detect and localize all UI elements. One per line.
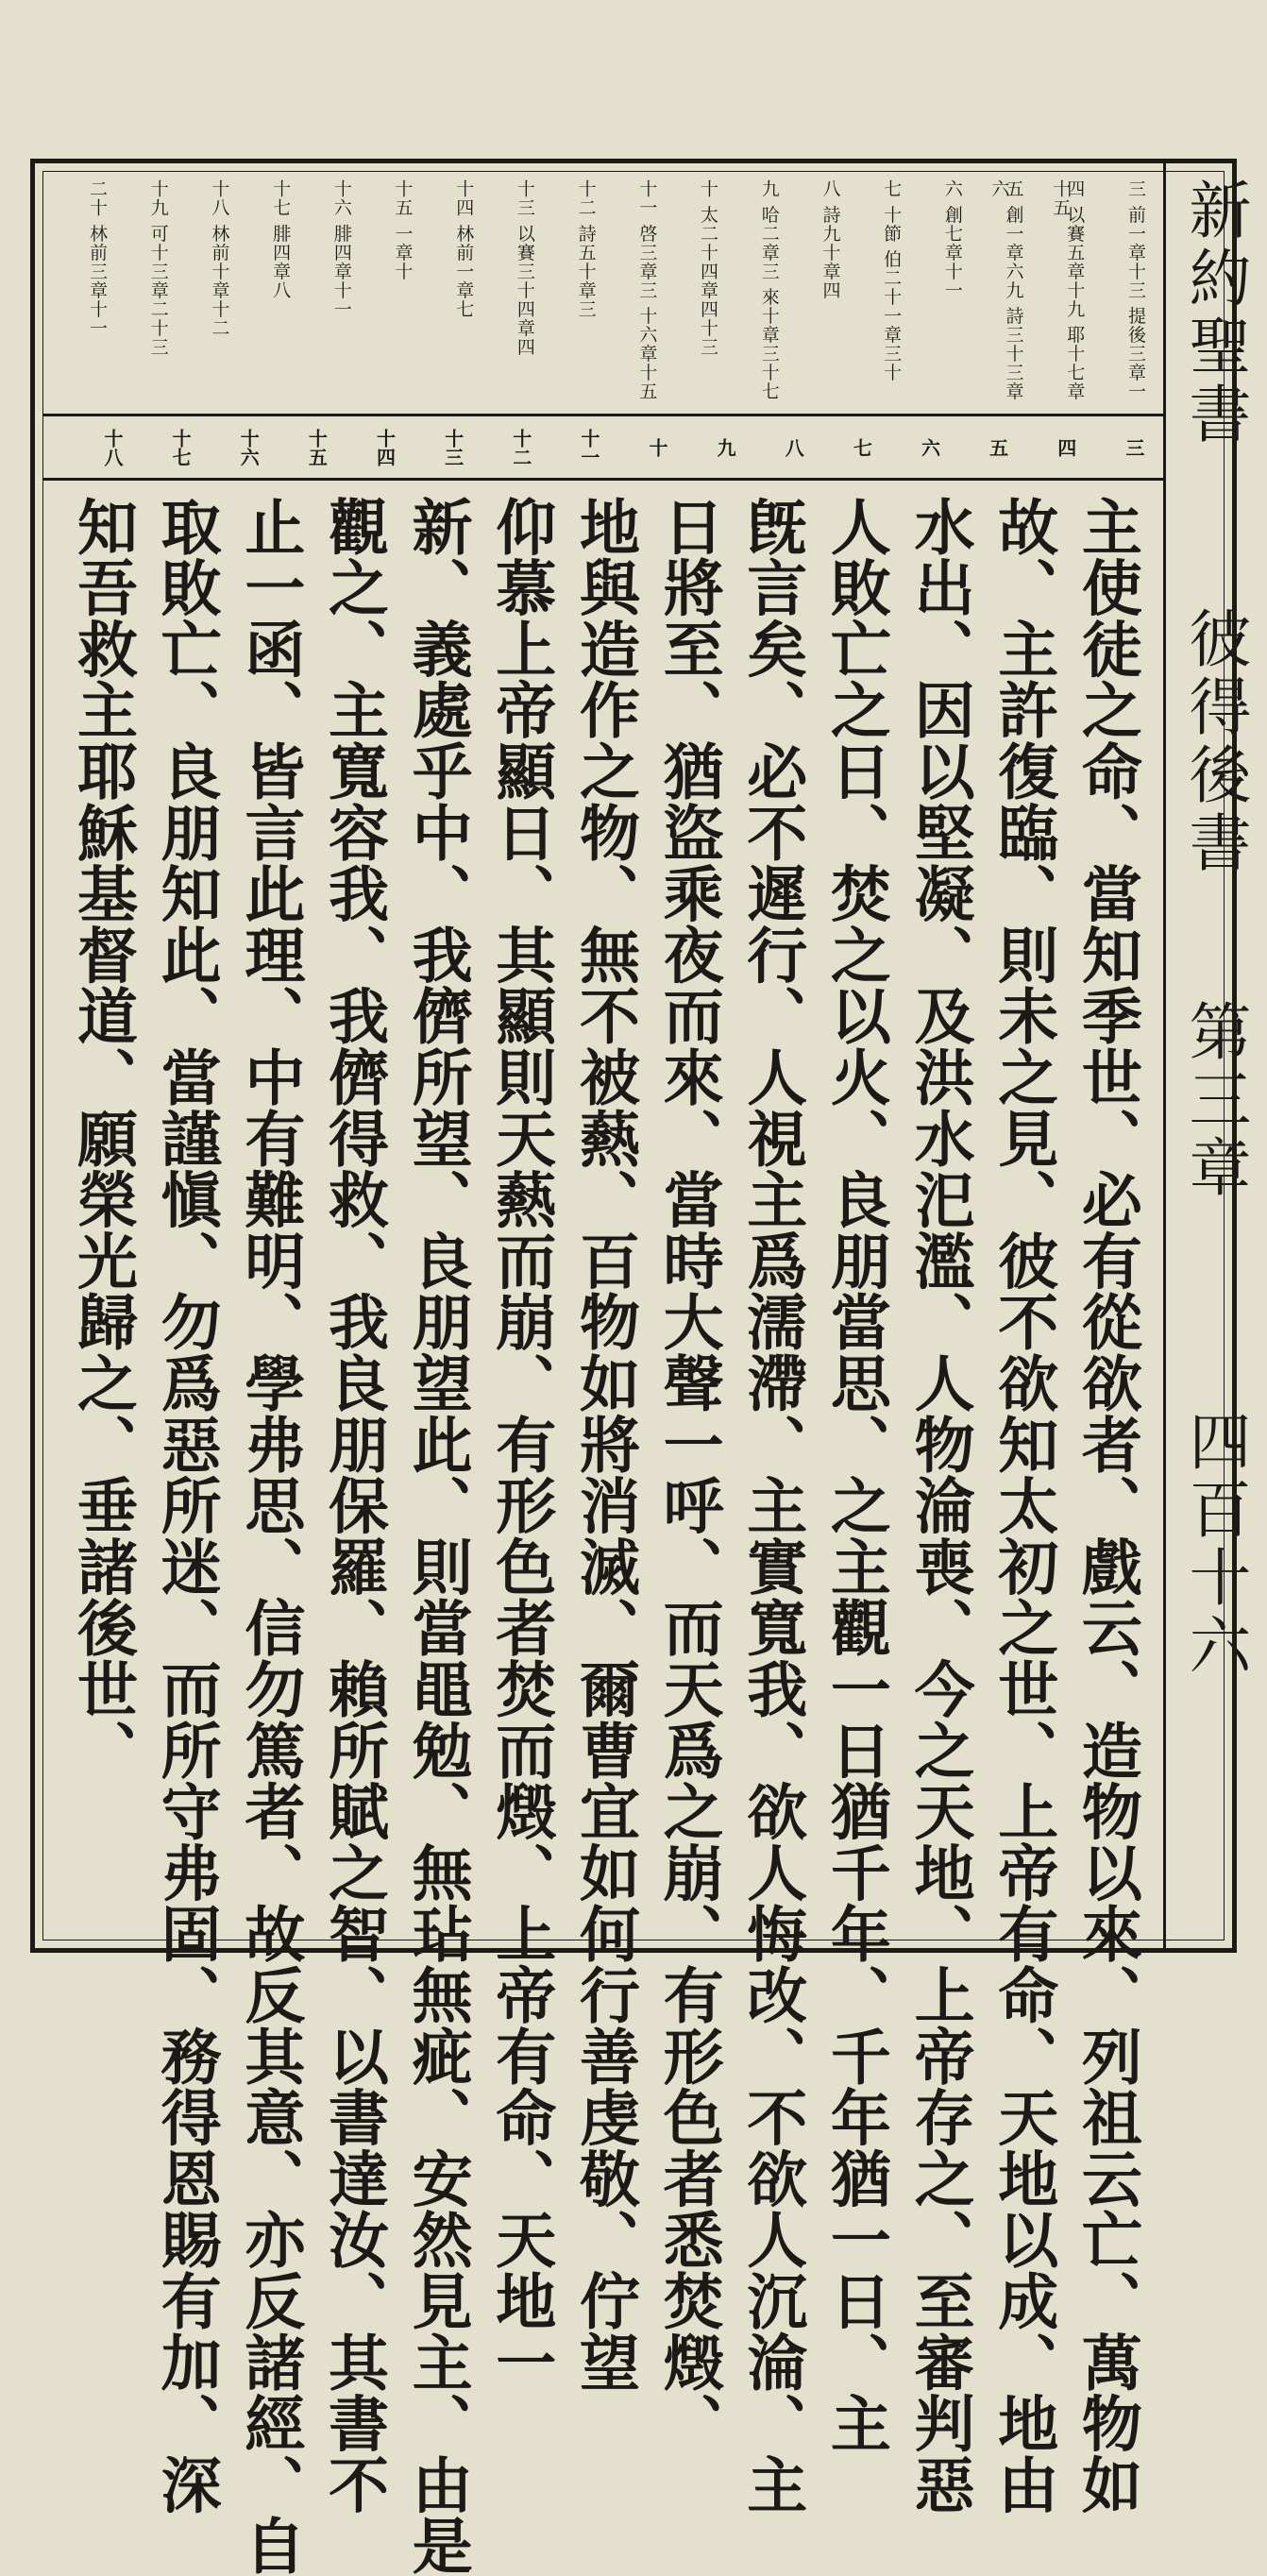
verse-number: 十四 — [373, 429, 397, 466]
main-text — [66, 496, 1142, 2576]
verse-number-band — [76, 422, 1145, 479]
verse-number: 十 — [646, 438, 668, 457]
chapter-label: 第三章 — [1178, 999, 1251, 1203]
verse-number: 八 — [782, 438, 805, 457]
verse-numbers-divider — [43, 478, 1163, 481]
page-number: 四百十六 — [1178, 1409, 1251, 1681]
text-line: 新、義處乎中、我儕所望、良朋望此、則當黽勉、無玷無疵、安然見主、由是 — [401, 496, 473, 2576]
verse-number: 十八 — [101, 429, 124, 466]
verse-number: 十七 — [169, 429, 193, 466]
reference-entry: 十二 詩五十章三 — [575, 179, 597, 319]
reference-entry: 七 十節 伯二十一章三十 — [881, 179, 903, 382]
text-line: 故、主許復臨、則未之見、彼不欲知太初之世、上帝有命、天地以成、地由 — [988, 496, 1059, 2516]
reference-entry: 八 詩九十章四 — [819, 179, 841, 300]
reference-entry: 四 以賽五章十九 耶十七章十五 — [1050, 179, 1086, 401]
running-header — [1163, 161, 1267, 1955]
reference-entry: 十 太二十四章四十三 — [698, 179, 719, 357]
reference-entry: 十一 啓三章三 十六章十五 — [636, 179, 658, 401]
text-line: 止一函、皆言此理、中有難明、學弗思、信勿篤者、故反其意、亦反諸經、自 — [234, 496, 306, 2576]
verse-number: 七 — [850, 438, 873, 457]
reference-entry: 九 哈二章三 來十章三十七 — [758, 179, 780, 401]
verse-number: 十三 — [441, 429, 465, 466]
reference-entry: 十五 一章十 — [392, 179, 414, 281]
epistle-title: 彼得後書 — [1178, 606, 1251, 878]
verse-number: 五 — [986, 438, 1009, 457]
text-line: 觀之、主寬容我、我儕得救、我良朋保羅、賴所賦之智、以書達汝、其書不 — [317, 496, 389, 2516]
verse-number: 十五 — [305, 429, 329, 466]
verse-number: 九 — [714, 438, 737, 457]
text-line: 人敗亡之日、焚之以火、良朋當思、之主觀一日猶千年、千年猶一日、主 — [819, 496, 891, 2454]
book-title: 新約聖書 — [1178, 178, 1251, 449]
reference-entry: 十六 腓四章十一 — [330, 179, 352, 319]
text-line: 旣言矣、必不遲行、人視主爲濡滯、主實寬我、欲人悔改、不欲人沉淪、主 — [736, 496, 808, 2516]
reference-entry: 十八 林前十章十二 — [209, 179, 230, 338]
text-line: 日將至、猶盜乘夜而來、當時大聲一呼、而天爲之崩、有形色者悉焚燬、 — [652, 496, 724, 2454]
reference-entry: 二十 林前三章十一 — [87, 179, 108, 338]
text-line: 主使徒之命、當知季世、必有從欲者、戲云、造物以來、列祖云亡、萬物如 — [1071, 496, 1142, 2516]
reference-entry: 十九 可十三章二十三 — [147, 179, 169, 357]
text-line: 取敗亡、良朋知此、當謹愼、勿爲惡所迷、而所守弗固、務得恩賜有加、深 — [150, 496, 222, 2516]
verse-number: 四 — [1054, 438, 1077, 457]
text-line: 知吾救主耶穌基督道、願榮光歸之、垂諸後世、 — [67, 496, 138, 1781]
reference-entry: 十三 以賽三十四章四 — [514, 179, 535, 357]
verse-number: 十六 — [237, 429, 261, 466]
cross-references — [76, 179, 1146, 415]
references-divider — [43, 414, 1163, 416]
reference-entry: 五 創一章六九 詩三十三章六 — [988, 179, 1024, 401]
reference-entry: 三 前一章十三 提後三章一 — [1124, 179, 1146, 401]
text-line: 地與造作之物、無不被爇、百物如將消滅、爾曹宜如何行善虔敬、佇望 — [568, 496, 640, 2393]
reference-entry: 六 創七章十一 — [941, 179, 963, 300]
text-line: 仰慕上帝顯日、其顯則天爇而崩、有形色者焚而燬、上帝有命、天地一 — [485, 496, 557, 2393]
reference-entry: 十四 林前一章七 — [453, 179, 475, 319]
verse-number: 六 — [918, 438, 941, 457]
text-line: 水出、因以堅凝、及洪水汜濫、人物淪喪、今之天地、上帝存之、至審判惡 — [904, 496, 975, 2516]
verse-number: 十二 — [509, 429, 532, 466]
reference-entry: 十七 腓四章八 — [270, 179, 292, 300]
verse-number: 三 — [1122, 438, 1145, 457]
verse-number: 十一 — [577, 429, 600, 466]
